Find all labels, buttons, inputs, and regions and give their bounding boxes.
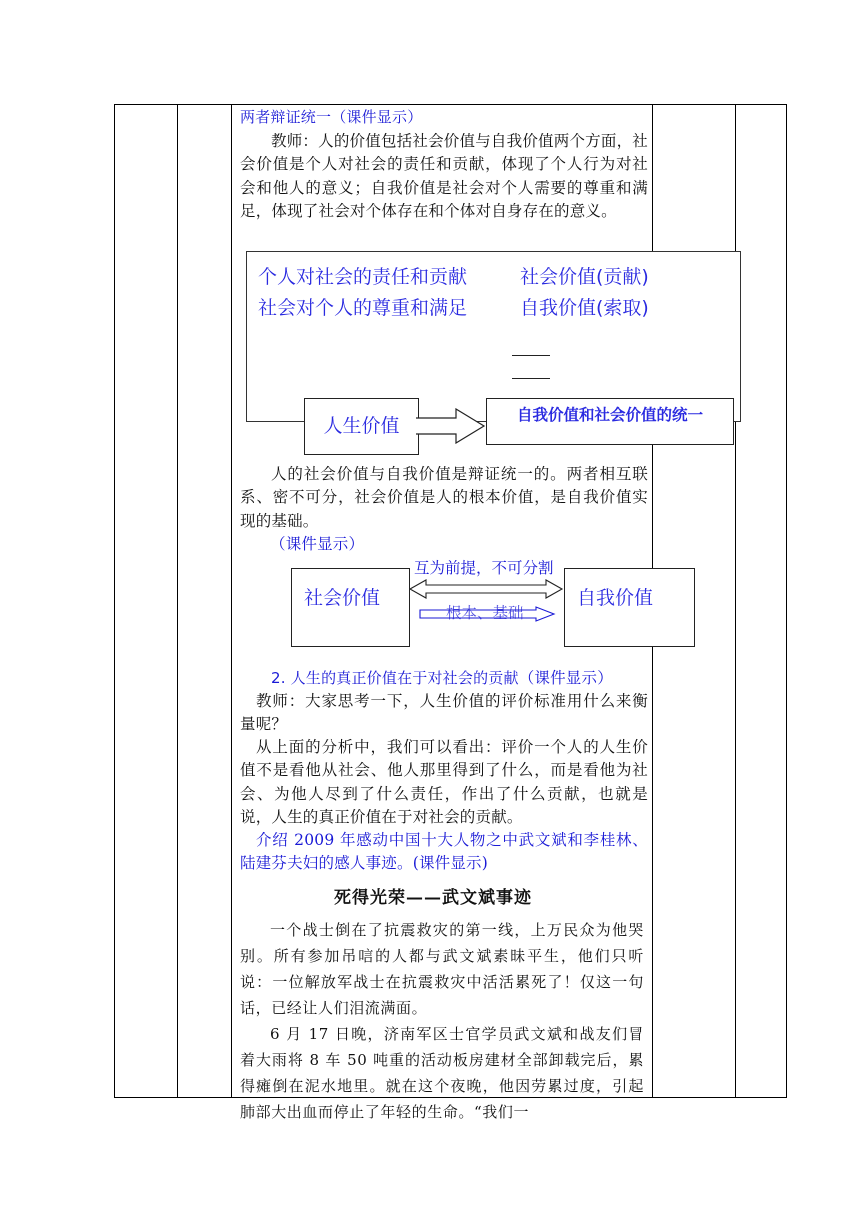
foundation-label: 根本、基础 [446, 604, 524, 622]
premise-label: 互为前提，不可分割 [414, 559, 554, 577]
heading-text: 2. 人生的真正价值在于对社会的贡献 [271, 669, 519, 687]
foundation-arrow [418, 606, 558, 622]
table-col-border [786, 104, 787, 1097]
table-col-border [177, 104, 178, 1097]
responsibility-label: 个人对社会的责任和贡献 [258, 266, 468, 288]
section-heading [271, 667, 613, 690]
respect-label: 社会对个人的尊重和满足 [258, 297, 468, 319]
story-paragraph: 一个战士倒在了抗震救灾的第一线，上万民众为他哭别。所有参加吊唁的人都与武文斌素昧平生，他们只听说：一位解放军战士在抗震救灾中活活累死了！仅这一句话，已经让人们泪流满面。 [240, 921, 644, 1017]
courseware-tag: （课件显示） [331, 108, 423, 126]
unity-text: 自我价值和社会价值的统一 [516, 406, 703, 424]
analysis-paragraph: 从上面的分析中，我们可以看出：评价一个人的人生价值不是看他从社会、他人那里得到了什么，而是看他为社会、为他人尽到了什么责任，作出了什么贡献，也就是说，人生的真正价值在于对社会的贡献。 [240, 738, 648, 827]
self-value-label: 自我价值(索取) [520, 297, 649, 319]
self-value-box [564, 568, 695, 647]
social-value-label: 社会价值(贡献) [520, 266, 649, 288]
self-value-text: 自我价值 [577, 587, 654, 609]
table-col-border [114, 104, 115, 1097]
story-paragraph: 6 月 17 日晚，济南军区士官学员武文斌和战友们冒着大雨将 8 车 50 吨重的活动板房建材全部卸载完后，累得瘫倒在泥水地里。就在这个夜晚，他因劳累过度，引起肺部大出血而停止了年轻的生命。“我们一 [240, 1025, 644, 1121]
dialectic-paragraph: 人的社会价值与自我价值是辩证统一的。两者相互联系、密不可分，社会价值是人的根本价值，是自我价值实现的基础。 [240, 465, 648, 530]
double-arrow [408, 578, 564, 600]
relation-diagram [240, 104, 760, 704]
teacher-question: 教师：大家思考一下，人生价值的评价标准用什么来衡量呢？ [240, 692, 648, 734]
courseware-tag: （课件显示） [270, 535, 365, 553]
story-title: 死得光荣——武文斌事迹 [334, 888, 532, 908]
intro-paragraph: 介绍 2009 年感动中国十大人物之中武文斌和李桂林、陆建芬夫妇的感人事迹。(课件显示) [240, 831, 648, 873]
social-value-box [291, 568, 410, 647]
courseware-tag: （课件显示） [518, 669, 613, 687]
life-value-text: 人生价值 [323, 415, 400, 437]
teacher-paragraph: 教师：人的价值包括社会价值与自我价值两个方面，社会价值是个人对社会的责任和贡献，体现了个人行为对社会和他人的意义；自我价值是社会对个人需要的尊重和满足，体现了社会对个体存在和个体对自身存在的意义。 [240, 132, 648, 221]
table-col-border [231, 104, 232, 1097]
social-value-text: 社会价值 [304, 587, 381, 609]
heading-text: 两者辩证统一 [240, 108, 332, 126]
